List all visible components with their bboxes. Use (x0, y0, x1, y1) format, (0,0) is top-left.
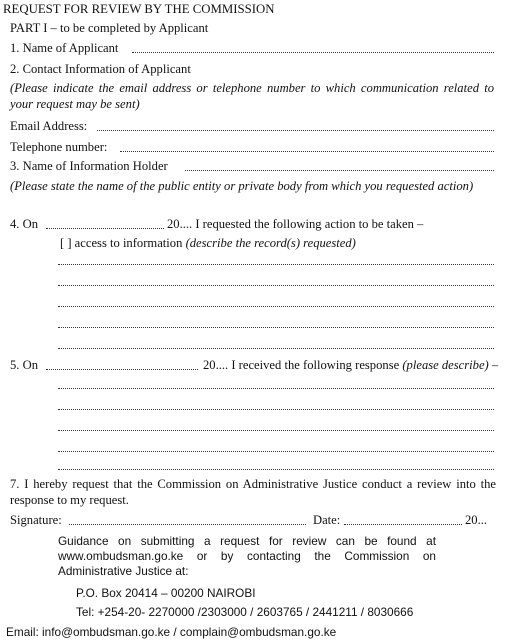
email-field[interactable] (97, 130, 494, 131)
access-to-information-option[interactable] (60, 235, 356, 251)
guidance-text: Guidance on submitting a request for review can be found at www.ombudsman.go.ke or by contacting the Commission on Administrative Justice at: (58, 534, 436, 578)
information-holder-label: 3. Name of Information Holder (10, 159, 168, 173)
q5-text-note: (please describe) (402, 358, 489, 372)
telephone-field[interactable] (120, 151, 494, 152)
telephone-label: Telephone number: (10, 140, 108, 154)
date-field[interactable] (344, 524, 462, 525)
contact-info-label: 2. Contact Information of Applicant (10, 62, 191, 76)
part-heading: PART I – to be completed by Applicant (10, 21, 209, 35)
q5-text (203, 357, 498, 373)
applicant-name-field[interactable] (132, 52, 494, 53)
contact-email: Email: info@ombudsman.go.ke / complain@ombudsman.go.ke (6, 625, 337, 639)
q5-answer-line[interactable] (58, 469, 494, 470)
q5-answer-line[interactable] (58, 451, 494, 452)
q4-answer-line[interactable] (58, 348, 494, 349)
contact-info-note: (Please indicate the email address or telephone number to which communication related to your request may be sent) (10, 81, 494, 111)
q4-prefix: 4. On (10, 217, 38, 231)
form-title: REQUEST FOR REVIEW BY THE COMMISSION (3, 2, 275, 16)
q4-date-field[interactable] (46, 228, 164, 229)
email-label: Email Address: (10, 119, 88, 133)
review-request-statement: 7. I hereby request that the Commission on Administrative Justice conduct a review into the response to my request. (10, 477, 496, 507)
q5-prefix: 5. On (10, 358, 38, 372)
q4-answer-line[interactable] (58, 327, 494, 328)
q5-text-main: 20.... I received the following response (203, 358, 400, 372)
q5-text-dash: – (491, 358, 499, 372)
applicant-name-label: 1. Name of Applicant (10, 41, 119, 55)
q5-answer-line[interactable] (58, 388, 494, 389)
information-holder-field[interactable] (185, 170, 494, 171)
signature-field[interactable] (69, 524, 306, 525)
date-year-suffix: 20... (465, 513, 488, 527)
q4-answer-line[interactable] (58, 285, 494, 286)
access-option-note: (describe the record(s) requested) (185, 236, 356, 250)
information-holder-note: (Please state the name of the public entity or private body from which you requested action) (10, 179, 474, 193)
po-box: P.O. Box 20414 – 00200 NAIROBI (76, 586, 256, 600)
date-label: Date: (313, 513, 341, 527)
q5-answer-line[interactable] (58, 430, 494, 431)
signature-label: Signature: (10, 513, 62, 527)
q5-date-field[interactable] (46, 369, 198, 370)
q4-answer-line[interactable] (58, 306, 494, 307)
q4-text: 20.... I requested the following action to be taken – (167, 217, 424, 231)
access-option-label: [ ] access to information (60, 236, 183, 250)
telephone-numbers: Tel: +254-20- 2270000 /2303000 / 2603765 / 2441211 / 8030666 (76, 605, 414, 619)
q5-answer-line[interactable] (58, 409, 494, 410)
q4-answer-line[interactable] (58, 264, 494, 265)
